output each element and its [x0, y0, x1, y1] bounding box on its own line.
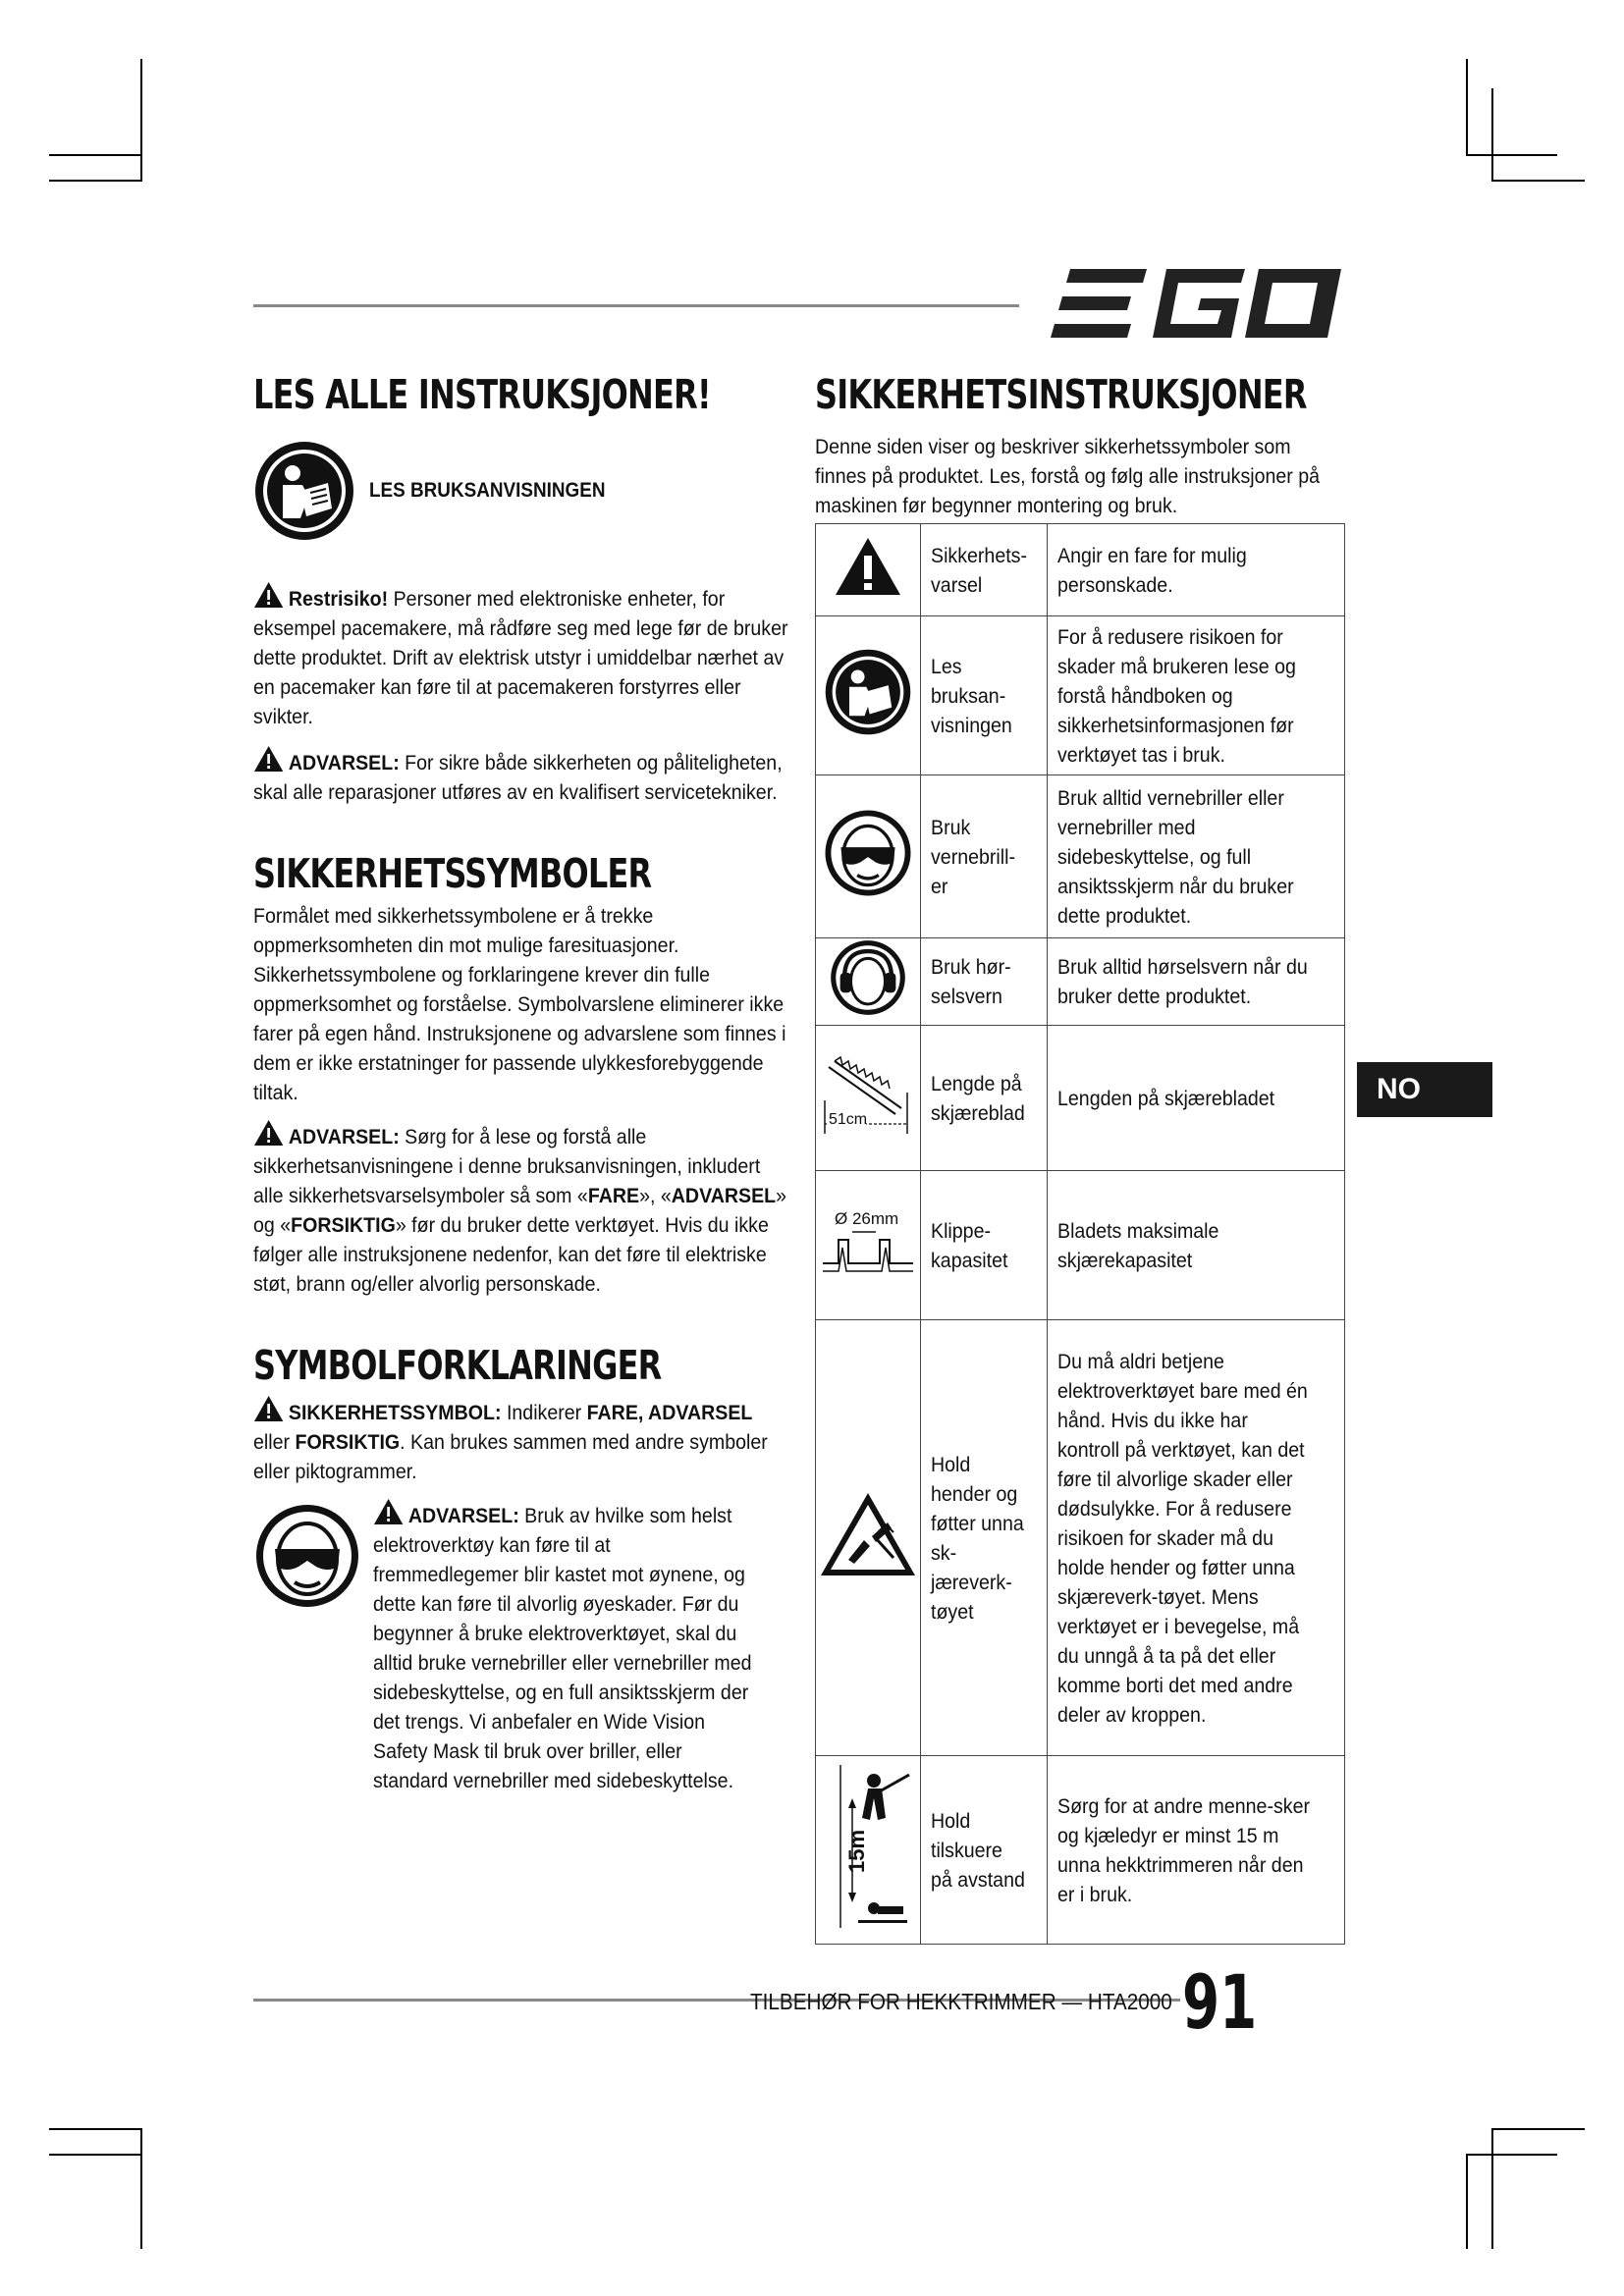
- symbol-name-text: Bruk hør-selsvern: [931, 955, 1011, 1008]
- icon-cell: [816, 524, 921, 616]
- forsiktig-word: FORSIKTIG: [291, 1213, 396, 1237]
- crop-mark: [49, 154, 140, 156]
- read-manual-icon: [253, 440, 355, 542]
- blade-length-icon: [817, 1053, 919, 1136]
- symbol-description: [1048, 775, 1345, 938]
- symbol-description: [1048, 1756, 1345, 1945]
- crop-mark: [1491, 2128, 1585, 2130]
- symbol-name: [921, 1171, 1048, 1320]
- advarsel-repair-text: For sikre både sikkerheten og påliteligheten, skal alle reparasjoner utføres av en kvalifisert servicetekniker.: [253, 751, 783, 804]
- left-column: [253, 371, 788, 1795]
- ear-protection-icon: [829, 938, 907, 1017]
- crop-mark: [1466, 59, 1468, 154]
- eye-warning-paragraph: [373, 1498, 755, 1795]
- crop-mark: [1466, 2154, 1468, 2249]
- table-row: [816, 616, 1345, 775]
- icon-cell: [816, 1756, 921, 1945]
- separator-text: », «: [639, 1184, 672, 1207]
- warning-triangle-icon: [253, 1119, 284, 1147]
- advarsel-read-text-end: » før du bruker dette verktøyet. Hvis du ikke følger alle instruksjonene nedenfor, kan det føre til elektriske støt, brann og/eller alvorlig personskade.: [253, 1213, 769, 1296]
- warning-triangle-icon: [834, 536, 902, 597]
- read-manual-row: [253, 440, 788, 542]
- cutting-capacity-label: Ø 26mm: [835, 1208, 899, 1228]
- safety-glasses-icon: [253, 1502, 361, 1610]
- symbol-name-text: Lengde på skjæreblad: [931, 1071, 1025, 1125]
- symbol-name: [921, 938, 1048, 1026]
- safety-symbol-label: SIKKERHETSSYMBOL:: [288, 1401, 502, 1424]
- icon-cell: [816, 775, 921, 938]
- safety-intro-paragraph: Denne siden viser og beskriver sikkerhetssymboler som finnes på produktet. Les, forstå og følg alle instruksjoner på maskinen før begynner montering og bruk.: [815, 435, 1321, 517]
- heading-read-all: LES ALLE INSTRUKSJONER!: [253, 371, 711, 418]
- symbol-description-text: Bruk alltid vernebriller eller vernebriller med sidebeskyttelse, og full ansiktsskjerm når du bruker dette produktet.: [1057, 785, 1294, 928]
- warning-triangle-icon: [373, 1498, 404, 1525]
- right-column: [815, 371, 1345, 520]
- symbol-name-text: Hold hender og føtter unna sk-jæreverk-tøyet: [931, 1452, 1024, 1624]
- symbol-description-text: For å redusere risikoen for skader må brukeren lese og forstå håndboken og sikkerhetsinformasjonen før verktøyet tas i bruk.: [1057, 624, 1296, 767]
- table-row: [816, 1320, 1345, 1756]
- icon-cell: [816, 616, 921, 775]
- icon-cell: [816, 1320, 921, 1756]
- safety-symbols-table: [815, 523, 1345, 1945]
- safety-glasses-icon: [823, 808, 913, 898]
- forsiktig-word: FORSIKTIG: [295, 1430, 401, 1454]
- symbol-name: [921, 1320, 1048, 1756]
- restrisiko-text: Personer med elektroniske enheter, for eksempel pacemakere, må rådføre seg med lege før de bruker dette produktet. Drift av elektrisk utstyr i umiddelbar nærhet av en pacemaker kan føre til at pacemakeren forstyrres eller svikter.: [253, 587, 788, 728]
- crop-mark: [1466, 154, 1557, 156]
- separator-text: » og «: [253, 1184, 787, 1237]
- heading-safety-symbols: SIKKERHETSSYMBOLER: [253, 850, 652, 897]
- table-row: [816, 1026, 1345, 1171]
- symbol-description-text: Bladets maksimale skjærekapasitet: [1057, 1218, 1219, 1272]
- warning-triangle-icon: [253, 581, 284, 609]
- symbol-description: [1048, 938, 1345, 1026]
- symbol-description-text: Lengden på skjærebladet: [1057, 1086, 1275, 1110]
- crop-mark: [1491, 180, 1585, 182]
- symbol-description-text: Bruk alltid hørselsvern når du bruker dette produktet.: [1057, 955, 1308, 1008]
- icon-cell: [816, 1026, 921, 1171]
- advarsel-label: ADVARSEL:: [407, 1504, 519, 1527]
- symbol-name-text: Les bruksan-visningen: [931, 654, 1012, 737]
- symbol-name: [921, 616, 1048, 775]
- symbol-name-text: Bruk vernebrill-er: [931, 815, 1016, 898]
- table-row: [816, 775, 1345, 938]
- warning-triangle-icon: [253, 745, 284, 773]
- bystander-distance-icon: [819, 1763, 917, 1930]
- keep-hands-away-icon: [819, 1489, 917, 1579]
- advarsel-label: ADVARSEL:: [288, 751, 400, 774]
- advarsel-read-paragraph: [253, 1119, 788, 1299]
- crop-mark: [140, 2128, 142, 2249]
- icon-cell: [816, 1171, 921, 1320]
- crop-mark: [49, 2154, 140, 2156]
- table-row: [816, 938, 1345, 1026]
- table-row: [816, 1171, 1345, 1320]
- symbol-description-text: Sørg for at andre menne-sker og kjæledyr er minst 15 m unna hekktrimmeren når den er i bruk.: [1057, 1793, 1311, 1906]
- eller-word: eller: [253, 1430, 291, 1454]
- safety-symbols-paragraph: Formålet med sikkerhetssymbolene er å trekke oppmerksomheten din mot mulige faresituasjoner. Sikkerhetssymbolene og forklaringene krever din fulle oppmerksomhet og forståelse. Symbolvarslene eliminerer ikke farer på egen hånd. Instruksjonene og advarslene som finnes i dem er ikke erstatninger for passende ulykkesforebyggende tiltak.: [253, 904, 786, 1104]
- safety-symbol-text-end: . Kan brukes sammen med andre symboler eller piktogrammer.: [253, 1430, 768, 1483]
- advarsel-word: ADVARSEL: [671, 1184, 777, 1207]
- page-number: 91: [1182, 1958, 1258, 2046]
- symbol-description: [1048, 616, 1345, 775]
- crop-mark: [1491, 2128, 1493, 2249]
- symbol-description: [1048, 524, 1345, 616]
- distance-label: 15m: [844, 1829, 869, 1873]
- safety-symbol-text: Indikerer: [506, 1401, 582, 1424]
- footer-text: TILBEHØR FOR HEKKTRIMMER — HTA2000: [750, 1989, 1172, 2014]
- eye-warning-text: Bruk av hvilke som helst elektroverktøy kan føre til at fremmedlegemer blir kastet mot øynene, og dette kan føre til alvorlig øyeskader. Før du begynner å bruke elektroverktøyet, skal du alltid bruke vernebriller eller vernebriller med sidebeskyttelse, og en full ansiktsskjerm der det trengs. Vi anbefaler en Wide Vision Safety Mask til bruk over briller, eller standard vernebriller med sidebeskyttelse.: [373, 1504, 752, 1792]
- safety-symbol-paragraph: [253, 1395, 788, 1486]
- advarsel-label: ADVARSEL:: [288, 1125, 400, 1148]
- table-row: [816, 524, 1345, 616]
- read-manual-icon: [824, 648, 912, 736]
- crop-mark: [140, 59, 142, 180]
- symbol-description: [1048, 1026, 1345, 1171]
- symbol-name: [921, 1756, 1048, 1945]
- symbol-description: [1048, 1320, 1345, 1756]
- symbol-name: [921, 524, 1048, 616]
- fare-advarsel-words: FARE, ADVARSEL: [586, 1401, 753, 1424]
- crop-mark: [1491, 88, 1493, 180]
- symbol-name: [921, 775, 1048, 938]
- eye-warning-block: [253, 1498, 788, 1795]
- heading-symbol-explanations: SYMBOLFORKLARINGER: [253, 1342, 662, 1389]
- warning-triangle-icon: [253, 1395, 284, 1422]
- header-rule: [253, 304, 1019, 307]
- symbol-name-text: Klippe-kapasitet: [931, 1218, 1008, 1272]
- symbol-name: [921, 1026, 1048, 1171]
- symbol-description-text: Angir en fare for mulig personskade.: [1057, 543, 1247, 597]
- blade-length-label: 51cm: [829, 1110, 868, 1128]
- cutting-capacity-icon: [819, 1204, 917, 1279]
- ego-logo: [1049, 267, 1343, 342]
- crop-mark: [1466, 2154, 1557, 2156]
- heading-safety-instructions: SIKKERHETSINSTRUKSJONER: [815, 371, 1307, 418]
- language-tab: NO: [1357, 1062, 1492, 1117]
- read-manual-label: LES BRUKSANVISNINGEN: [369, 479, 606, 502]
- symbol-description-text: Du må aldri betjene elektroverktøyet bare med én hånd. Hvis du ikke har kontroll på verktøyet, kan det føre til alvorlige skader eller dødsulykke. For å redusere risikoen for skader må du holde hender og føtter unna skjæreverk-tøyet. Mens verktøyet er i bevegelse, må du unngå å ta på det eller komme borti det med andre deler av kroppen.: [1057, 1349, 1308, 1727]
- restrisiko-label: Restrisiko!: [288, 587, 389, 611]
- symbol-name-text: Hold tilskuere på avstand: [931, 1808, 1025, 1892]
- restrisiko-paragraph: [253, 581, 788, 731]
- crop-mark: [49, 180, 142, 182]
- advarsel-read-text: Sørg for å lese og forstå alle sikkerhetsanvisningene i denne bruksanvisningen, inkludert alle sikkerhetsvarselsymboler så som «: [253, 1125, 761, 1207]
- crop-mark: [49, 2128, 142, 2130]
- icon-cell: [816, 938, 921, 1026]
- table-row: [816, 1756, 1345, 1945]
- fare-word: FARE: [587, 1184, 640, 1207]
- symbol-description: [1048, 1171, 1345, 1320]
- symbol-name-text: Sikkerhets-varsel: [931, 543, 1027, 597]
- advarsel-repair-paragraph: [253, 745, 788, 807]
